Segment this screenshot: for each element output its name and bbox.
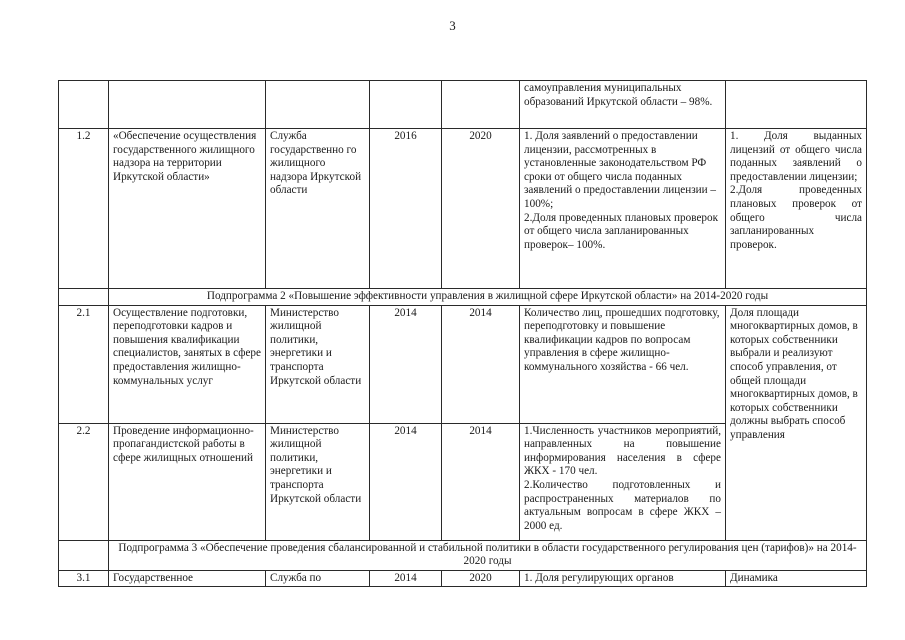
row-num-cell	[59, 289, 109, 306]
executor-cell: Служба по	[266, 570, 370, 587]
row-num-cell: 1.2	[59, 129, 109, 289]
start-year-cell	[370, 81, 442, 129]
result-cell: Доля площади многоквартирных домов, в которых собственники выбрали и реализуют способ управления, от общей площади многоквартирных домов, в которых собственники должны выбрать способ управления	[726, 305, 867, 540]
subprogram-2-title: Подпрограмма 2 «Повышение эффективности управления в жилищной сфере Иркутской области» на 2014-2020 годы	[109, 289, 867, 306]
table-row	[59, 129, 867, 289]
indicator-cell	[520, 81, 726, 129]
indicator-text: самоуправления муниципальных образований Иркутской области – 98%.	[524, 82, 713, 108]
subprogram-3-title: Подпрограмма 3 «Обеспечение проведения сбалансированной и стабильной политики в области государственного регулирования цен (тарифов)» на 2014-2020 годы	[109, 540, 867, 570]
end-year-cell: 2020	[442, 570, 520, 587]
table-row	[59, 305, 867, 423]
end-year-cell: 2020	[442, 129, 520, 289]
executor-cell: Министерство жилищной политики, энергетики и транспорта Иркутской области	[266, 305, 370, 423]
subprogram-row	[59, 540, 867, 570]
start-year-cell: 2014	[370, 305, 442, 423]
row-num-cell	[59, 81, 109, 129]
indicator-cell: 1. Доля регулирующих органов	[520, 570, 726, 587]
subprogram-row	[59, 289, 867, 306]
indicator-cell: 1.Численность участников мероприятий, направленных на повышение информирования населения в сфере ЖКХ - 170 чел. 2.Количество подготовленных и распространенных материалов по актуальным вопросам в сфере ЖКХ – 2000 ед.	[520, 423, 726, 540]
start-year-cell: 2014	[370, 423, 442, 540]
event-name-cell: Осуществление подготовки, переподготовки кадров и повышения квалификации специалистов, занятых в сфере предоставления жилищно-коммунальных услуг	[109, 305, 266, 423]
event-name-cell: «Обеспечение осуществления государственного жилищного надзора на территории Иркутской области»	[109, 129, 266, 289]
executor-cell	[266, 81, 370, 129]
row-num-cell: 3.1	[59, 570, 109, 587]
executor-cell: Министерство жилищной политики, энергетики и транспорта Иркутской области	[266, 423, 370, 540]
end-year-cell: 2014	[442, 423, 520, 540]
start-year-cell: 2014	[370, 570, 442, 587]
event-name-cell	[109, 81, 266, 129]
event-name-cell: Проведение информационно-пропагандистской работы в сфере жилищных отношений	[109, 423, 266, 540]
row-num-cell: 2.2	[59, 423, 109, 540]
table-row	[59, 570, 867, 587]
indicator-cell: 1. Доля заявлений о предоставлении лицензии, рассмотренных в установленные законодательством РФ сроки от общего числа поданных заявлений о предоставлении лицензии – 100%; 2.Доля проведенных плановых проверок от общего числа запланированных проверок– 100%.	[520, 129, 726, 289]
result-cell: Динамика	[726, 570, 867, 587]
executor-cell: Служба государственно го жилищного надзора Иркутской области	[266, 129, 370, 289]
result-cell	[726, 81, 867, 129]
result-cell: 1. Доля выданных лицензий от общего числа поданных заявлений о предоставлении лицензии; 2.Доля проведенных плановых проверок от общего числа запланированных проверок.	[726, 129, 867, 289]
end-year-cell	[442, 81, 520, 129]
program-table	[58, 80, 867, 587]
start-year-cell: 2016	[370, 129, 442, 289]
event-name-cell: Государственное	[109, 570, 266, 587]
row-num-cell	[59, 540, 109, 570]
end-year-cell: 2014	[442, 305, 520, 423]
page-number: 3	[449, 18, 456, 33]
table-row	[59, 81, 867, 129]
row-num-cell: 2.1	[59, 305, 109, 423]
indicator-cell: Количество лиц, прошедших подготовку, переподготовку и повышение квалификации кадров по вопросам управления в сфере жилищно-коммунального хозяйства - 66 чел.	[520, 305, 726, 423]
